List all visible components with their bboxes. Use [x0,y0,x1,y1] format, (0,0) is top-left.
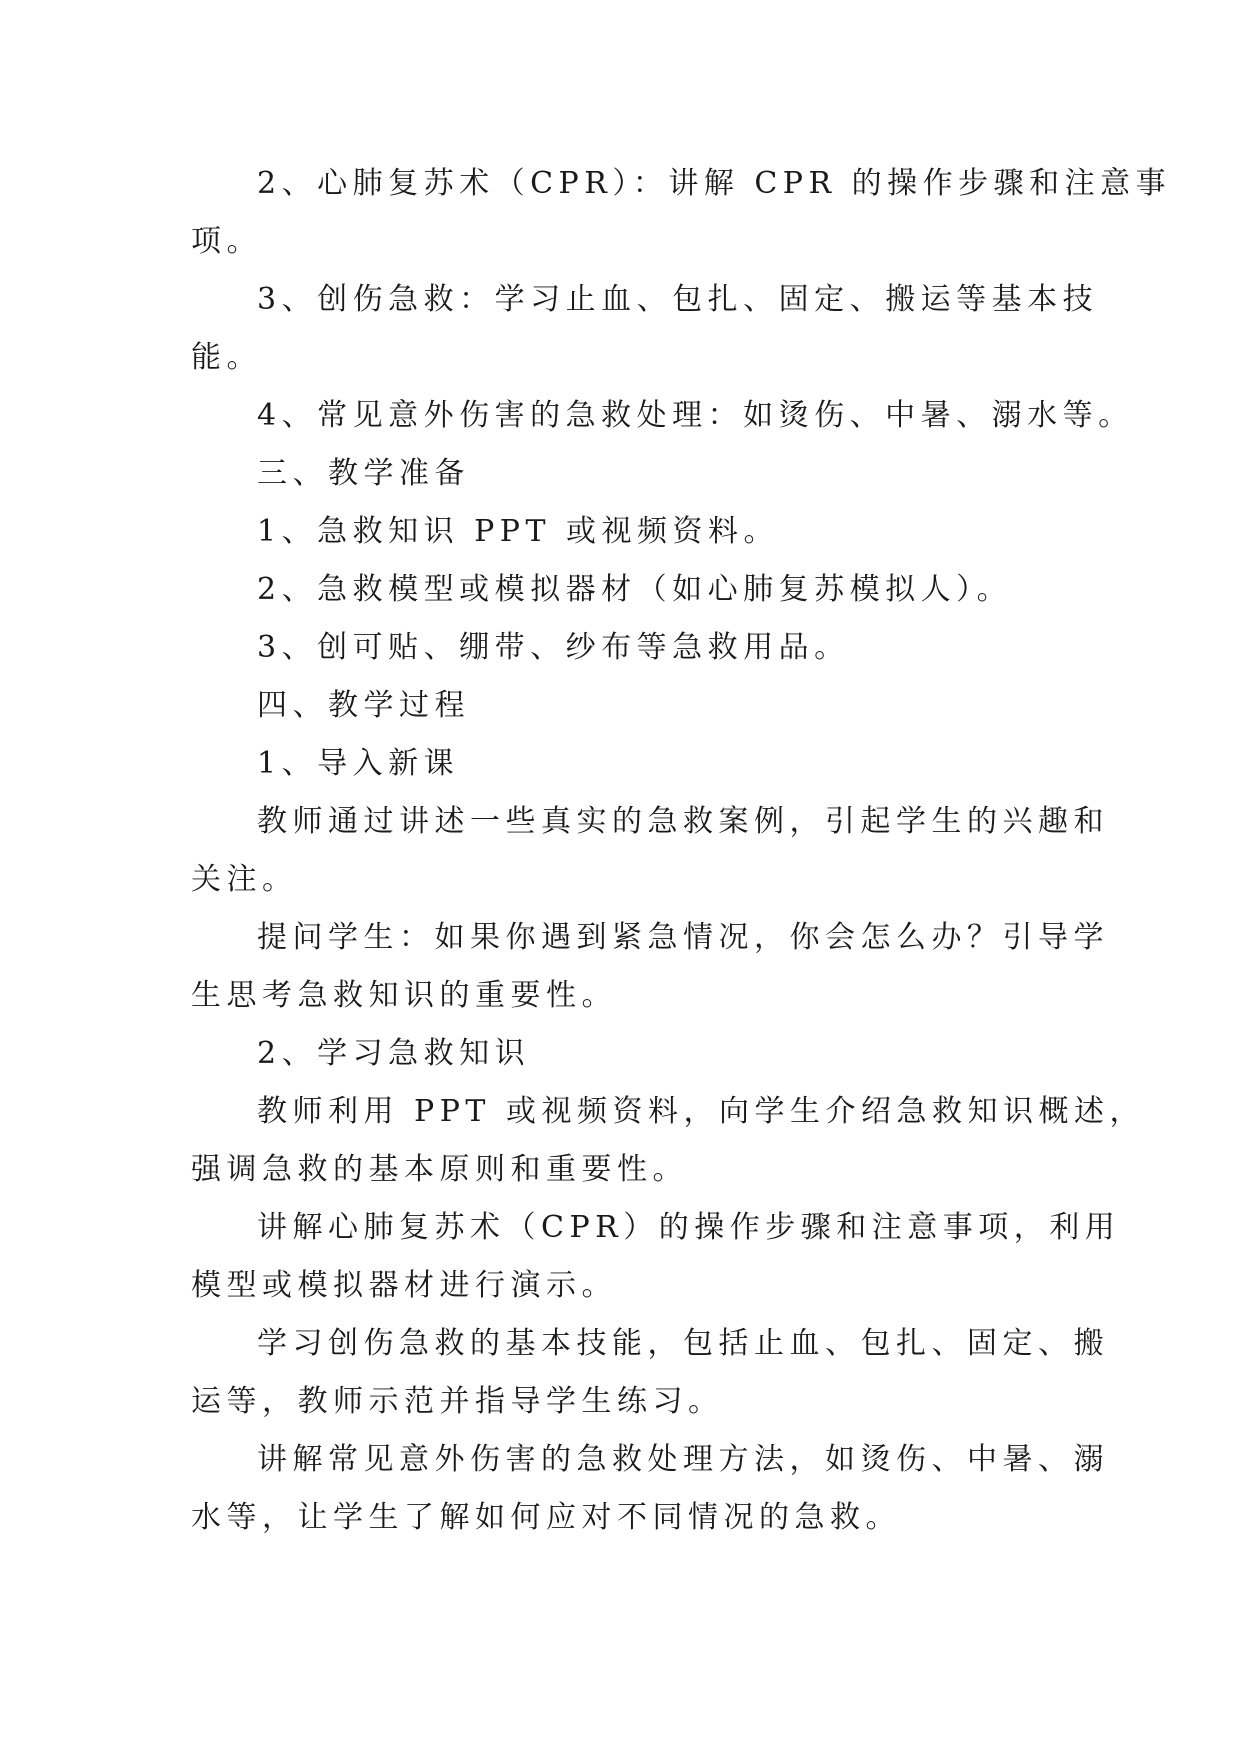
section-heading: 三、教学准备 [257,456,470,491]
section-heading: 四、教学过程 [257,688,470,723]
text-line: 水等，让学生了解如何应对不同情况的急救。 [191,1500,901,1535]
text-line: 3、创可贴、绷带、纱布等急救用品。 [257,630,850,665]
subsection-heading: 1、导入新课 [257,746,460,781]
text-line: 2、心肺复苏术（CPR）：讲解 CPR 的操作步骤和注意事 [257,166,1172,201]
text-line: 能。 [191,340,262,375]
text-line: 4、常见意外伤害的急救处理：如烫伤、中暑、溺水等。 [257,398,1134,433]
text-line: 2、急救模型或模拟器材（如心肺复苏模拟人）。 [257,572,1013,607]
subsection-heading: 2、学习急救知识 [257,1036,531,1071]
text-line: 3、创伤急救：学习止血、包扎、固定、搬运等基本技 [257,282,1099,317]
text-line: 提问学生：如果你遇到紧急情况，你会怎么办？引导学 [257,920,1109,955]
text-line: 生思考急救知识的重要性。 [191,978,617,1013]
text-line: 教师通过讲述一些真实的急救案例，引起学生的兴趣和 [257,804,1109,839]
text-line: 讲解心肺复苏术（CPR）的操作步骤和注意事项，利用 [257,1210,1121,1245]
text-line: 项。 [191,224,262,259]
text-line: 关注。 [191,862,298,897]
text-line: 模型或模拟器材进行演示。 [191,1268,617,1303]
text-line: 1、急救知识 PPT 或视频资料。 [257,514,780,549]
text-line: 讲解常见意外伤害的急救处理方法，如烫伤、中暑、溺 [257,1442,1109,1477]
text-line: 运等，教师示范并指导学生练习。 [191,1384,724,1419]
text-line: 教师利用 PPT 或视频资料，向学生介绍急救知识概述， [257,1094,1145,1129]
text-line: 学习创伤急救的基本技能，包括止血、包扎、固定、搬 [257,1326,1109,1361]
text-line: 强调急救的基本原则和重要性。 [191,1152,688,1187]
